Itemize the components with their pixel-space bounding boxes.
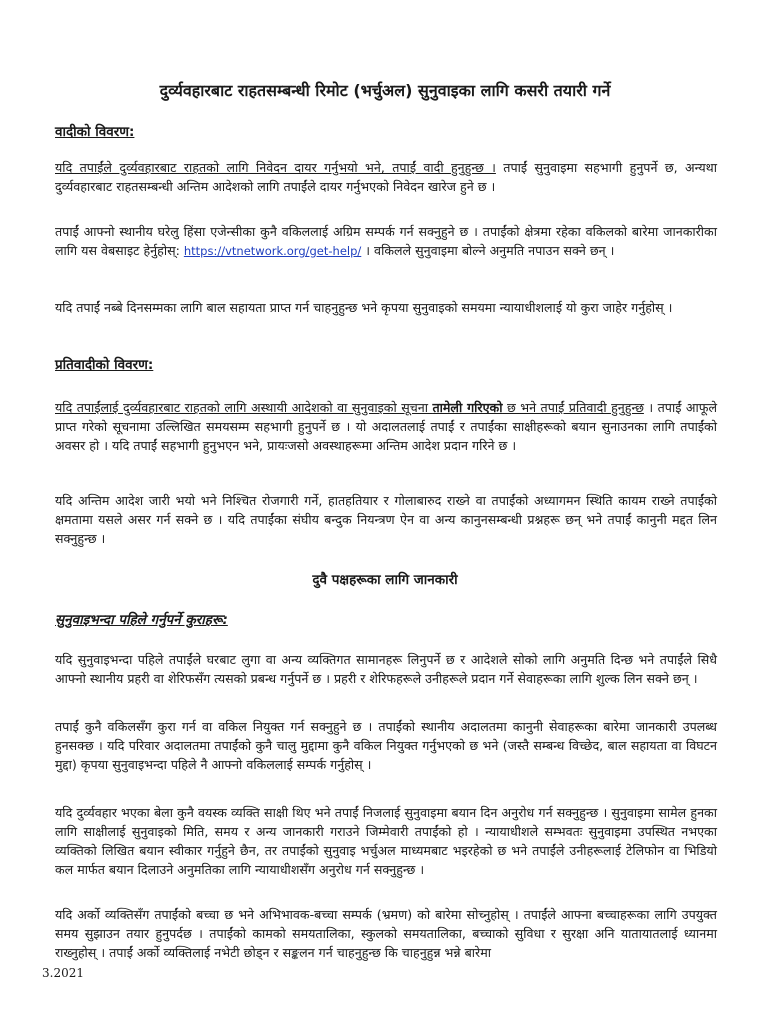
vtnetwork-link[interactable]: https://vtnetwork.org/get-help/ (183, 244, 362, 258)
before-hearing-subheading: सुनुवाइभन्दा पहिले गर्नुपर्ने कुराहरू: (55, 612, 228, 628)
both-paragraph-1: यदि सुनुवाइभन्दा पहिले तपाईंले घरबाट लुगा वा अन्य व्यक्तिगत सामानहरू लिनुपर्ने छ र आदेशले सोको लागि अनुमति दिन्छ भने तपाईंले सिधै आफ्नो स्थानीय प्रहरी वा शेरिफसँग त्यसको प्रबन्ध गर्नुपर्ने छ । प्रहरी र शेरिफहरूले उनीहरूले प्रदान गर्ने सेवाहरूका लागि शुल्क लिन सक्ने छन् । (55, 652, 717, 686)
petitioner-status-text: यदि तपाईंले दुर्व्यवहारबाट राहतको लागि निवेदन दायर गर्नुभयो भने, तपाईं वादी हुनुहुन्छ । (55, 160, 496, 175)
both-paragraph-3: यदि दुर्व्यवहार भएका बेला कुनै वयस्क व्यक्ति साक्षी थिए भने तपाईं निजलाई सुनुवाइमा बयान दिन अनुरोध गर्न सक्नुहुन्छ । सुनुवाइमा सामेल हुनका लागि साक्षीलाई सुनुवाइको मिति, समय र अन्य जानकारी गराउने जिम्मेवारी तपाईंको हो । न्यायाधीशले सम्भवतः सुनुवाइमा उपस्थित नभएका व्यक्तिको लिखित बयान स्वीकार गर्नुहुने छैन, तर तपाईंको सुनुवाइ भर्चुअल माध्यमबाट भइरहेको छ भने तपाईंले उनीहरूलाई टेलिफोन वा भिडियो कल मार्फत बयान दिलाउने अनुमतिका लागि न्यायाधीशसँग अनुरोध गर्न सक्नुहुन्छ । (55, 805, 717, 877)
petitioner-paragraph-2-text-b: । वकिलले सुनुवाइमा बोल्ने अनुमति नपाउन सक्ने छन् । (361, 243, 615, 258)
respondent-status-text-a: यदि तपाईंलाई दुर्व्यवहारबाट राहतको लागि अस्थायी आदेशको वा सुनुवाइको सूचना (55, 400, 433, 415)
respondent-served-text: तामेली गरिएको (432, 400, 503, 415)
petitioner-paragraph-1 (55, 158, 717, 196)
petitioner-paragraph-3: यदि तपाईं नब्बे दिनसम्मका लागि बाल सहायता प्राप्त गर्न चाहनुहुन्छ भने कृपया सुनुवाइको समयमा न्यायाधीशलाई यो कुरा जाहेर गर्नुहोस् । (55, 300, 673, 315)
footer-version: 3.2021 (42, 966, 84, 980)
both-paragraph-4: यदि अर्को व्यक्तिसँग तपाईंको बच्चा छ भने अभिभावक-बच्चा सम्पर्क (भ्रमण) को बारेमा सोच्नुहोस् । तपाईंले आफ्ना बच्चाहरूका लागि उपयुक्त समय सुझाउन तयार हुनुपर्दछ । तपाईंको कामको समयतालिका, स्कुलको समयतालिका, बच्चाको सुविधा र सुरक्षा अनि यातायातलाई ध्यानमा राख्नुहोस् । तपाईं अर्को व्यक्तिलाई नभेटी छोड्न र सङ्कलन गर्न चाहनुहुन्छ कि चाहनुहुन्न भन्ने बारेमा (55, 907, 717, 960)
respondent-status-text-b: छ भने तपाईं प्रतिवादी हुनुहुन्छ (502, 400, 644, 415)
both-parties-heading: दुवै पक्षहरूका लागि जानकारी (312, 572, 458, 588)
respondent-heading: प्रतिवादीको विवरण: (55, 357, 154, 373)
petitioner-heading: वादीको विवरण: (55, 124, 135, 140)
both-paragraph-2: तपाईं कुनै वकिलसँग कुरा गर्न वा वकिल नियुक्त गर्न सक्नुहुने छ । तपाईंको स्थानीय अदालतमा कानुनी सेवाहरूका बारेमा जानकारी उपलब्ध हुनसक्छ । यदि परिवार अदालतमा तपाईंको कुनै चालु मुद्दामा कुनै वकिल नियुक्त गर्नुभएको छ भने (जस्तै सम्बन्ध विच्छेद, बाल सहायता वा विघटन मुद्दा) कृपया सुनुवाइभन्दा पहिले नै आफ्नो वकिललाई सम्पर्क गर्नुहोस् । (55, 719, 717, 772)
respondent-paragraph-1 (55, 398, 717, 455)
petitioner-paragraph-1-rest: तपाईं सुनुवाइमा सहभागी हुनुपर्ने छ, अन्यथा दुर्व्यवहारबाट राहतसम्बन्धी अन्तिम आदेशको लागि तपाईंले दायर गर्नुभएको निवेदन खारेज हुने छ । (55, 160, 717, 194)
respondent-paragraph-2: यदि अन्तिम आदेश जारी भयो भने निश्चित रोजगारी गर्ने, हातहतियार र गोलाबारुद राख्ने वा तपाईंको अध्यागमन स्थिति कायम राख्ने तपाईंको क्षमतामा यसले असर गर्न सक्ने छ । यदि तपाईंका संघीय बन्दुक नियन्त्रण ऐन वा अन्य कानुनसम्बन्धी प्रश्नहरू छन् भने तपाईं कानुनी मद्दत लिन सक्नुहुन्छ । (55, 493, 717, 546)
document-title: दुर्व्यवहारबाट राहतसम्बन्धी रिमोट (भर्चुअल) सुनुवाइका लागि कसरी तयारी गर्ने (159, 81, 611, 100)
respondent-paragraph-1-rest: । तपाईं आफूले प्राप्त गरेको सूचनामा उल्लिखित समयसम्म सहभागी हुनुपर्ने छ । यो अदालतलाई तपाईं र तपाईंका साक्षीहरूको बयान सुनाउनका लागि तपाईंको अवसर हो । यदि तपाईं सहभागी हुनुभएन भने, प्रायःजसो अवस्थाहरूमा अन्तिम आदेश प्रदान गरिने छ । (55, 400, 717, 453)
petitioner-paragraph-2 (55, 222, 717, 261)
petitioner-paragraph-2-text-a: तपाईं आफ्नो स्थानीय घरेलु हिंसा एजेन्सीका कुनै वकिललाई अग्रिम सम्पर्क गर्न सक्नुहुने छ । तपाईंको क्षेत्रमा रहेका वकिलको बारेमा जानकारीका लागि यस वेबसाइट हेर्नुहोस्: (55, 224, 717, 258)
